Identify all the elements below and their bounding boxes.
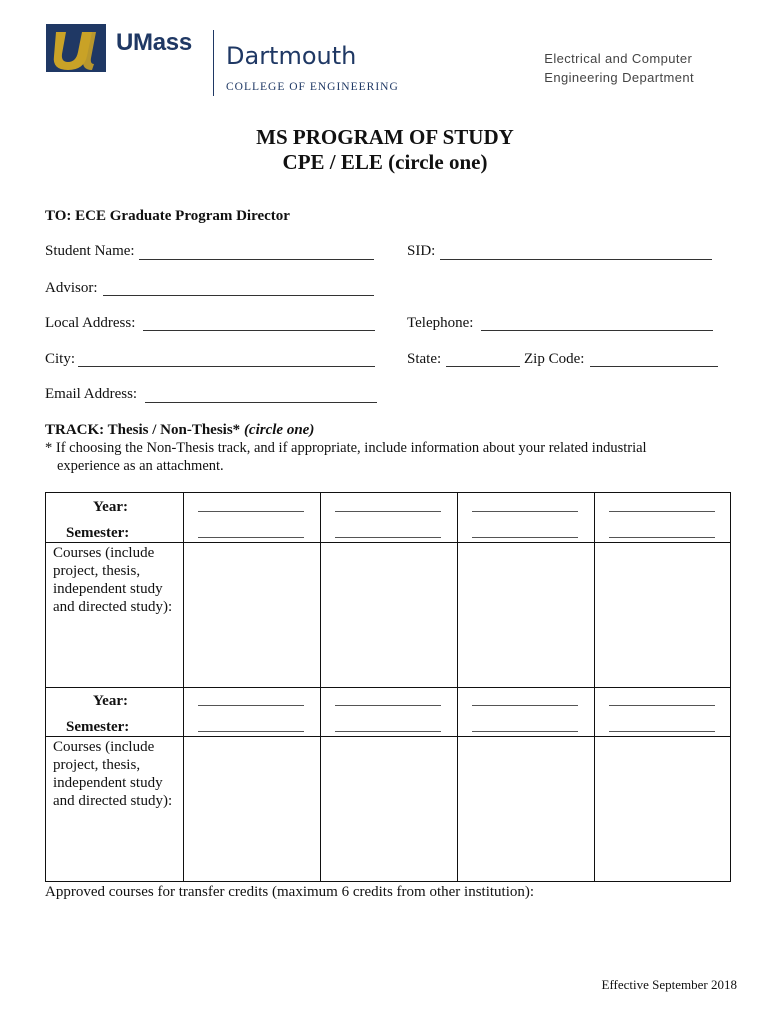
courses-label-line: independent study — [53, 581, 163, 597]
year-field[interactable] — [609, 511, 715, 512]
semester-field[interactable] — [198, 731, 304, 732]
email-field[interactable] — [145, 402, 377, 403]
semester-field[interactable] — [472, 731, 578, 732]
umass-logo-icon — [46, 24, 106, 72]
student-name-field[interactable] — [139, 259, 374, 260]
city-label: City: — [45, 351, 76, 367]
logo-dartmouth-text: Dartmouth — [226, 42, 357, 70]
local-address-field[interactable] — [143, 330, 375, 331]
track-label: TRACK: Thesis / Non-Thesis* — [45, 422, 241, 438]
track-note-line-2: experience as an attachment. — [57, 458, 224, 474]
recipient-line: TO: ECE Graduate Program Director — [45, 208, 290, 224]
course-plan-table — [45, 492, 731, 882]
department-name — [544, 49, 694, 87]
track-note-line-1: * If choosing the Non-Thesis track, and if appropriate, include information about your related industrial — [45, 440, 647, 456]
semester-field[interactable] — [335, 731, 441, 732]
courses-label-line: and directed study): — [53, 793, 173, 809]
table-row-divider — [46, 687, 730, 688]
year-field[interactable] — [198, 705, 304, 706]
transfer-credits-label: Approved courses for transfer credits (maximum 6 credits from other institution): — [45, 884, 535, 900]
table-row-divider — [46, 736, 730, 737]
year-field[interactable] — [335, 511, 441, 512]
city-field[interactable] — [78, 366, 375, 367]
telephone-field[interactable] — [481, 330, 713, 331]
sid-field[interactable] — [440, 259, 712, 260]
year-field[interactable] — [198, 511, 304, 512]
sid-label: SID: — [407, 243, 436, 259]
courses-label-line: Courses (include — [53, 545, 155, 561]
form-title: MS PROGRAM OF STUDY — [256, 125, 514, 149]
courses-label-line: independent study — [53, 775, 163, 791]
local-address-label: Local Address: — [45, 315, 136, 331]
table-row-divider — [46, 542, 730, 543]
logo-umass-text: UMass — [116, 29, 192, 56]
semester-field[interactable] — [609, 731, 715, 732]
semester-label: Semester: — [66, 525, 130, 541]
zip-field[interactable] — [590, 366, 718, 367]
courses-label — [53, 738, 183, 810]
logo-divider — [213, 30, 214, 96]
student-name-label: Student Name: — [45, 243, 135, 259]
semester-field[interactable] — [472, 537, 578, 538]
year-field[interactable] — [335, 705, 441, 706]
email-label: Email Address: — [45, 386, 138, 402]
telephone-label: Telephone: — [407, 315, 474, 331]
semester-label: Semester: — [66, 719, 130, 735]
effective-date: Effective September 2018 — [601, 977, 737, 992]
courses-label — [53, 544, 183, 616]
year-label: Year: — [93, 499, 128, 515]
year-field[interactable] — [472, 705, 578, 706]
track-circle-note: (circle one) — [243, 422, 315, 438]
courses-label-line: project, thesis, — [53, 757, 141, 773]
form-subtitle: CPE / ELE (circle one) — [282, 150, 488, 174]
courses-label-line: Courses (include — [53, 739, 155, 755]
logo-college-text: COLLEGE OF ENGINEERING — [226, 81, 399, 93]
courses-label-line: project, thesis, — [53, 563, 141, 579]
semester-field[interactable] — [198, 537, 304, 538]
department-line-1: Electrical and Computer — [544, 51, 693, 66]
advisor-label: Advisor: — [45, 280, 98, 296]
zip-label: Zip Code: — [524, 351, 585, 367]
year-field[interactable] — [472, 511, 578, 512]
advisor-field[interactable] — [103, 295, 374, 296]
state-field[interactable] — [446, 366, 520, 367]
track-line — [45, 422, 314, 439]
department-line-2: Engineering Department — [544, 70, 694, 85]
semester-field[interactable] — [335, 537, 441, 538]
semester-field[interactable] — [609, 537, 715, 538]
courses-label-line: and directed study): — [53, 599, 173, 615]
year-label: Year: — [93, 693, 128, 709]
year-field[interactable] — [609, 705, 715, 706]
state-label: State: — [407, 351, 442, 367]
